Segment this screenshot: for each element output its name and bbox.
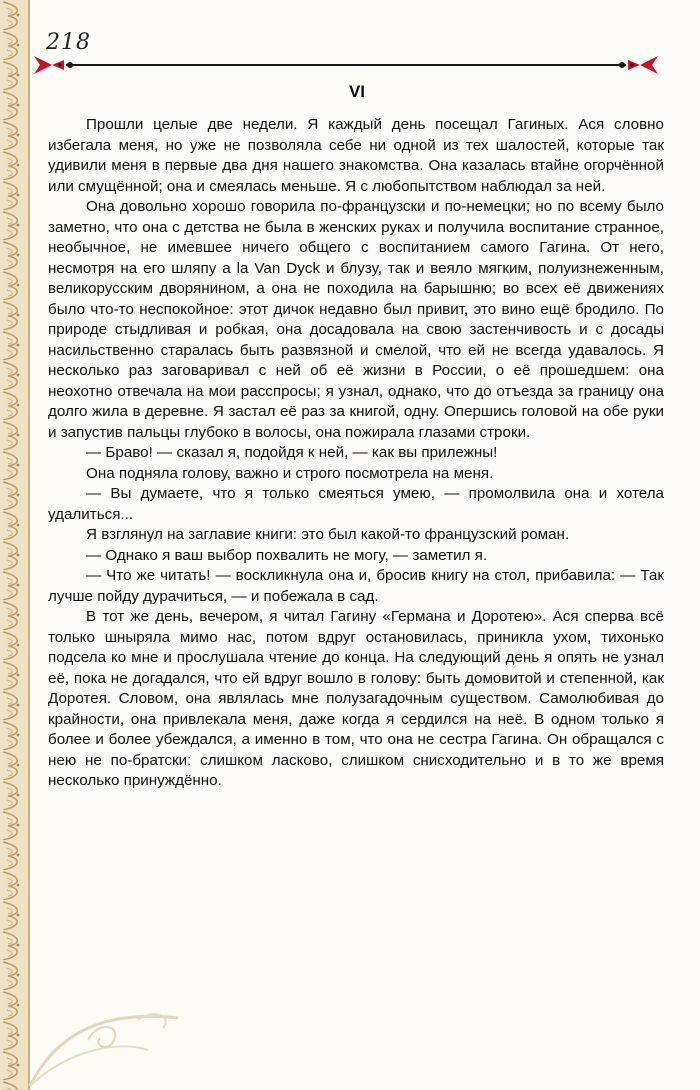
- header-rule-ornament-icon: [30, 52, 662, 76]
- text-body: [48, 115, 664, 792]
- paragraph: — Однако я ваш выбор похвалить не могу, — заметил я.: [86, 546, 488, 564]
- paragraph: В тот же день, вечером, я читал Гагину «Германа и Доротею». Ася сперва всё только шныряла мимо нас, потом вдруг остановилась, приникла ухом, тихонько подсела ко мне и прослушала чтение до конца. На следующий день я опять не узнал её, пока не догадался, что ей вдруг вошло в голову: быть домовитой и степенной, как Доротея. Словом, она являлась мне полузагадочным существом. Самолюбивая до крайности, она привлекала меня, даже когда я сердился на неё. В одном только я более и более убеждался, а именно в том, что она не сестра Гагина. Он обращался с нею не по-братски: слишком ласково, слишком снисходительно и в то же время несколько принуждённо.: [48, 608, 664, 789]
- paragraph: Она довольно хорошо говорила по-французски и по-немецки; но по всему было заметно, что она с детства не была в женских руках и получила воспитание странное, необычное, не имевшее ничего общего с воспитанием самого Гагина. От него, несмотря на его шляпу a la Van Dyck и блузу, так и веяло мягким, полуизнеженным, великорусским дворянином, а она не походила на барышню; во всех её движениях было что-то неспокойное: этот дичок недавно был привит, это вино ещё бродило. По природе стыдливая и робкая, она досадовала на свою застенчивость и с досады насильственно старалась быть развязной и смелой, что ей не всегда удавалось. Я несколько раз заговаривал с ней об её жизни в России, о её прошедшем: она неохотно отвечала на мои расспросы; я узнал, однако, что до отъезда за границу она долго жила в деревне. Я застал её раз за книгой, одну. Опершись головой на обе руки и запустив пальцы глубоко в волосы, она пожирала глазами строки.: [48, 198, 664, 441]
- chapter-title: VI: [348, 82, 366, 101]
- paragraph: Прошли целые две недели. Я каждый день посещал Гагиных. Ася словно избегала меня, но уже не позволяла себе ни одной из тех шалостей, которые так удивили меня в первые два дня нашего знакомства. Она казалась втайне огорчённой или смущённой; она и смеялась меньше. Я с любопытством наблюдал за ней.: [48, 116, 664, 195]
- paragraph: Она подняла голову, важно и строго посмотрела на меня.: [86, 464, 494, 482]
- paragraph: — Что же читать! — воскликнула она и, бросив книгу на стол, прибавила: — Так лучше пойду дурачиться, — и побежала в сад.: [48, 567, 664, 605]
- paragraph: — Вы думаете, что я только смеяться умею, — промолвила она и хотела удалиться...: [48, 485, 664, 523]
- paragraph: Я взглянул на заглавие книги: это был какой-то французский роман.: [86, 526, 570, 543]
- corner-flourish-icon: [28, 990, 198, 1090]
- decorative-left-border: [0, 0, 30, 1090]
- paragraph: — Браво! — сказал я, подойдя к ней, — как вы прилежны!: [86, 444, 498, 461]
- scroll-pattern-icon: [0, 0, 28, 1090]
- page-number: 218: [46, 30, 91, 55]
